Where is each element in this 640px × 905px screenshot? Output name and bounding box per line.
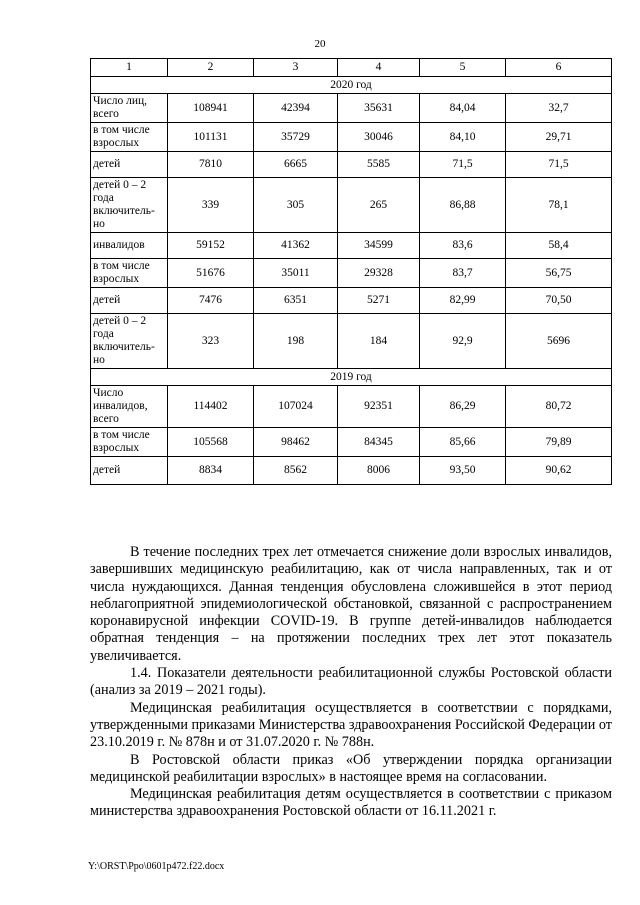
table-cell: 184 xyxy=(338,314,420,369)
table-cell: 7810 xyxy=(168,152,254,178)
paragraph: В течение последних трех лет отмечается снижение доли взрослых инвалидов, завершивших медицинскую реабилитацию, как от числа направленных, так и от числа нуждающихся. Данная тенденция обусловлена сложившейся в этот период неблагоприятной эпидемиологической обстановкой, связанной с распространением коронавирусной инфекции COVID-19. В группе детей-инвалидов наблюдается обратная тенденция – на протяжении последних трех лет этот показатель увеличивается. xyxy=(90,544,612,664)
table-cell: 83,7 xyxy=(420,259,506,288)
table-cell: 6351 xyxy=(254,288,338,314)
statistics-table xyxy=(90,58,612,485)
table-row xyxy=(91,288,612,314)
table-cell: 90,62 xyxy=(506,457,612,485)
table-row xyxy=(91,457,612,485)
table-cell: 323 xyxy=(168,314,254,369)
table-cell: 339 xyxy=(168,178,254,233)
year-row xyxy=(91,77,612,94)
paragraph: 1.4. Показатели деятельности реабилитационной службы Ростовской области (анализ за 2019 – 2021 годы). xyxy=(90,665,612,699)
table-row xyxy=(91,152,612,178)
table-cell: 84,10 xyxy=(420,123,506,152)
table-cell: 35631 xyxy=(338,94,420,123)
table-cell: 265 xyxy=(338,178,420,233)
table-cell: 8834 xyxy=(168,457,254,485)
table-cell: 5585 xyxy=(338,152,420,178)
row-label: в том числе взрослых xyxy=(91,123,168,152)
table-cell: 93,50 xyxy=(420,457,506,485)
table-cell: 84,04 xyxy=(420,94,506,123)
table-cell: 5271 xyxy=(338,288,420,314)
year-label: 2019 год xyxy=(91,369,612,386)
column-header: 4 xyxy=(338,59,420,77)
column-header: 1 xyxy=(91,59,168,77)
table-cell: 42394 xyxy=(254,94,338,123)
table-cell: 56,75 xyxy=(506,259,612,288)
table-cell: 71,5 xyxy=(420,152,506,178)
table-cell: 92351 xyxy=(338,386,420,428)
table-row xyxy=(91,178,612,233)
column-header: 2 xyxy=(168,59,254,77)
column-header: 6 xyxy=(506,59,612,77)
row-label: в том числе взрослых xyxy=(91,259,168,288)
table-cell: 35011 xyxy=(254,259,338,288)
table-header-row xyxy=(91,59,612,77)
table-cell: 29328 xyxy=(338,259,420,288)
table-cell: 6665 xyxy=(254,152,338,178)
table-cell: 86,88 xyxy=(420,178,506,233)
table-cell: 92,9 xyxy=(420,314,506,369)
table-cell: 41362 xyxy=(254,233,338,259)
row-label: инвалидов xyxy=(91,233,168,259)
table-cell: 71,5 xyxy=(506,152,612,178)
table-row xyxy=(91,386,612,428)
table-cell: 79,89 xyxy=(506,428,612,457)
page-number: 20 xyxy=(314,38,326,50)
table-row xyxy=(91,233,612,259)
row-label: детей xyxy=(91,457,168,485)
table-cell: 70,50 xyxy=(506,288,612,314)
table-cell: 198 xyxy=(254,314,338,369)
file-path-footer: Y:\ORST\Ppo\0601p472.f22.docx xyxy=(88,861,225,872)
table-cell: 114402 xyxy=(168,386,254,428)
table-cell: 51676 xyxy=(168,259,254,288)
table-cell: 58,4 xyxy=(506,233,612,259)
table-cell: 32,7 xyxy=(506,94,612,123)
row-label: Число лиц, всего xyxy=(91,94,168,123)
table-cell: 29,71 xyxy=(506,123,612,152)
table-row xyxy=(91,94,612,123)
row-label: в том числе взрослых xyxy=(91,428,168,457)
table-cell: 108941 xyxy=(168,94,254,123)
column-header: 3 xyxy=(254,59,338,77)
table-cell: 59152 xyxy=(168,233,254,259)
table-cell: 30046 xyxy=(338,123,420,152)
table-cell: 78,1 xyxy=(506,178,612,233)
table-cell: 101131 xyxy=(168,123,254,152)
table-cell: 84345 xyxy=(338,428,420,457)
row-label: детей xyxy=(91,288,168,314)
table-cell: 82,99 xyxy=(420,288,506,314)
table-cell: 34599 xyxy=(338,233,420,259)
row-label: Число инвалидов, всего xyxy=(91,386,168,428)
paragraph: Медицинская реабилитация осуществляется в соответствии с порядками, утвержденными приказами Министерства здравоохранения Российской Федерации от 23.10.2019 г. № 878н и от 31.07.2020 г. № 788н. xyxy=(90,699,613,751)
row-label: детей xyxy=(91,152,168,178)
paragraph: В Ростовской области приказ «Об утверждении порядка организации медицинской реабилитации взрослых» в настоящее время на согласовании. xyxy=(90,751,612,785)
table-cell: 85,66 xyxy=(420,428,506,457)
year-row xyxy=(91,369,612,386)
table-cell: 105568 xyxy=(168,428,254,457)
row-label: детей 0 – 2 года включитель-но xyxy=(91,178,168,233)
table-cell: 305 xyxy=(254,178,338,233)
row-label: детей 0 – 2 года включитель-но xyxy=(91,314,168,369)
table-cell: 35729 xyxy=(254,123,338,152)
table-cell: 83,6 xyxy=(420,233,506,259)
table-cell: 80,72 xyxy=(506,386,612,428)
table-cell: 8562 xyxy=(254,457,338,485)
table-cell: 7476 xyxy=(168,288,254,314)
year-label: 2020 год xyxy=(91,77,612,94)
table-cell: 107024 xyxy=(254,386,338,428)
table-cell: 5696 xyxy=(506,314,612,369)
table-cell: 98462 xyxy=(254,428,338,457)
table-row xyxy=(91,259,612,288)
paragraph: Медицинская реабилитация детям осуществляется в соответствии с приказом министерства здравоохранения Ростовской области от 16.11.2021 г. xyxy=(90,786,612,820)
table-row xyxy=(91,123,612,152)
table-row xyxy=(91,428,612,457)
table-row xyxy=(91,314,612,369)
body-text xyxy=(90,544,612,821)
column-header: 5 xyxy=(420,59,506,77)
table-cell: 8006 xyxy=(338,457,420,485)
table-cell: 86,29 xyxy=(420,386,506,428)
